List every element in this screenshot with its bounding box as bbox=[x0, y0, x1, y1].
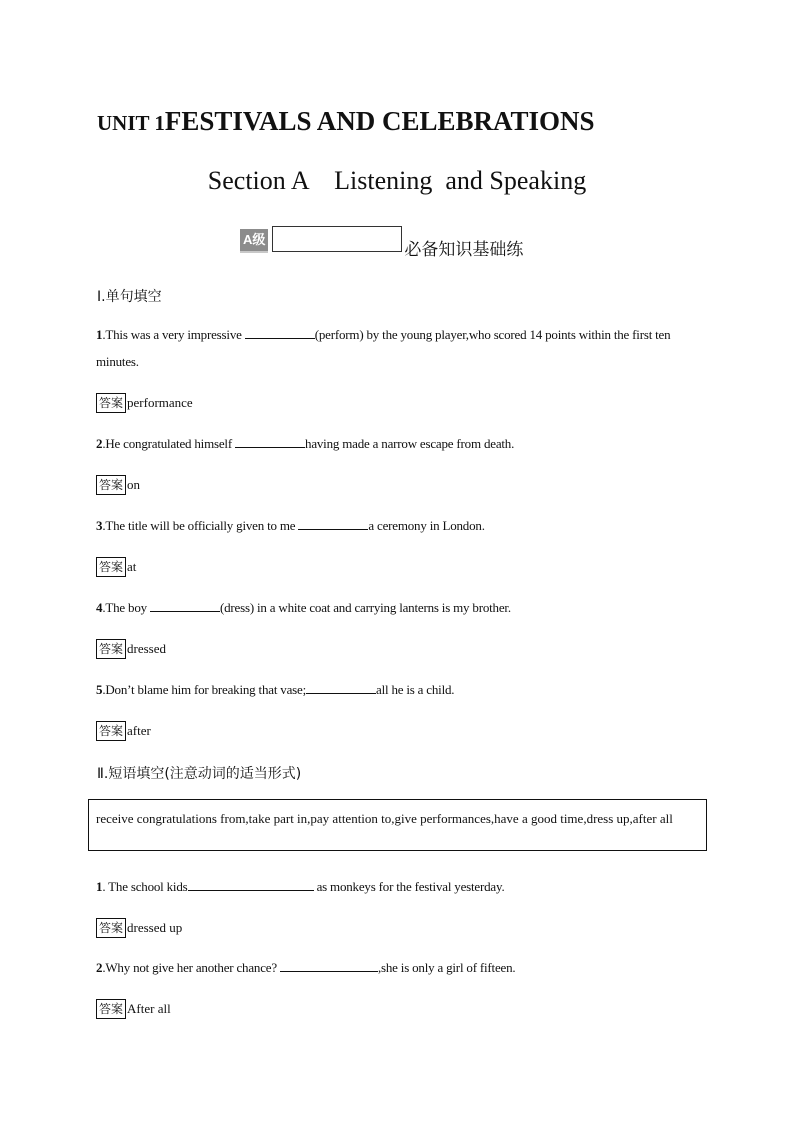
phrase-question-2: 2.Why not give her another chance? ,she is only a girl of fifteen. bbox=[96, 960, 516, 975]
answer-blank bbox=[245, 326, 315, 339]
answer-tag: 答案 bbox=[96, 721, 126, 741]
question-1: 1.This was a very impressive (perform) by the young player,who scored 14 points within the first ten minutes. bbox=[96, 327, 671, 369]
unit-name: FESTIVALS AND CELEBRATIONS bbox=[164, 106, 595, 136]
phrase-answer-2: 答案 After all bbox=[96, 999, 171, 1019]
part1-heading: Ⅰ.单句填空 bbox=[97, 289, 162, 305]
answer-tag: 答案 bbox=[96, 557, 126, 577]
answer-blank bbox=[188, 878, 314, 891]
answer-blank bbox=[235, 435, 305, 448]
phrase-answer-1: 答案 dressed up bbox=[96, 918, 182, 938]
answer-5: 答案 after bbox=[96, 721, 151, 741]
answer-4: 答案 dressed bbox=[96, 639, 166, 659]
document-title bbox=[97, 106, 595, 137]
answer-blank bbox=[298, 517, 368, 530]
question-4: 4.The boy (dress) in a white coat and carrying lanterns is my brother. bbox=[96, 600, 511, 615]
answer-2: 答案 on bbox=[96, 475, 140, 495]
answer-tag: 答案 bbox=[96, 918, 126, 938]
unit-label: UNIT 1 bbox=[97, 111, 165, 135]
question-3: 3.The title will be officially given to me a ceremony in London. bbox=[96, 518, 485, 533]
level-badge: A级 bbox=[240, 229, 268, 253]
answer-3: 答案 at bbox=[96, 557, 136, 577]
phrase-question-1: 1. The school kids as monkeys for the festival yesterday. bbox=[96, 879, 505, 894]
question-2: 2.He congratulated himself having made a narrow escape from death. bbox=[96, 436, 515, 451]
answer-tag: 答案 bbox=[96, 639, 126, 659]
answer-1: 答案 performance bbox=[96, 393, 193, 413]
question-5: 5.Don’t blame him for breaking that vase; all he is a child. bbox=[96, 682, 455, 697]
answer-blank bbox=[306, 681, 376, 694]
answer-blank bbox=[150, 599, 220, 612]
level-row bbox=[240, 226, 524, 260]
phrase-box: receive congratulations from,take part in,pay attention to,give performances,have a good time,dress up,after all bbox=[88, 799, 707, 851]
answer-tag: 答案 bbox=[96, 475, 126, 495]
level-text: 必备知识基础练 bbox=[404, 240, 524, 260]
answer-tag: 答案 bbox=[96, 393, 126, 413]
answer-tag: 答案 bbox=[96, 999, 126, 1019]
level-blank-box bbox=[272, 226, 402, 252]
answer-blank bbox=[280, 959, 378, 972]
section-title: Section A Listening and Speaking bbox=[207, 166, 587, 195]
part2-heading: Ⅱ.短语填空(注意动词的适当形式) bbox=[97, 766, 302, 782]
